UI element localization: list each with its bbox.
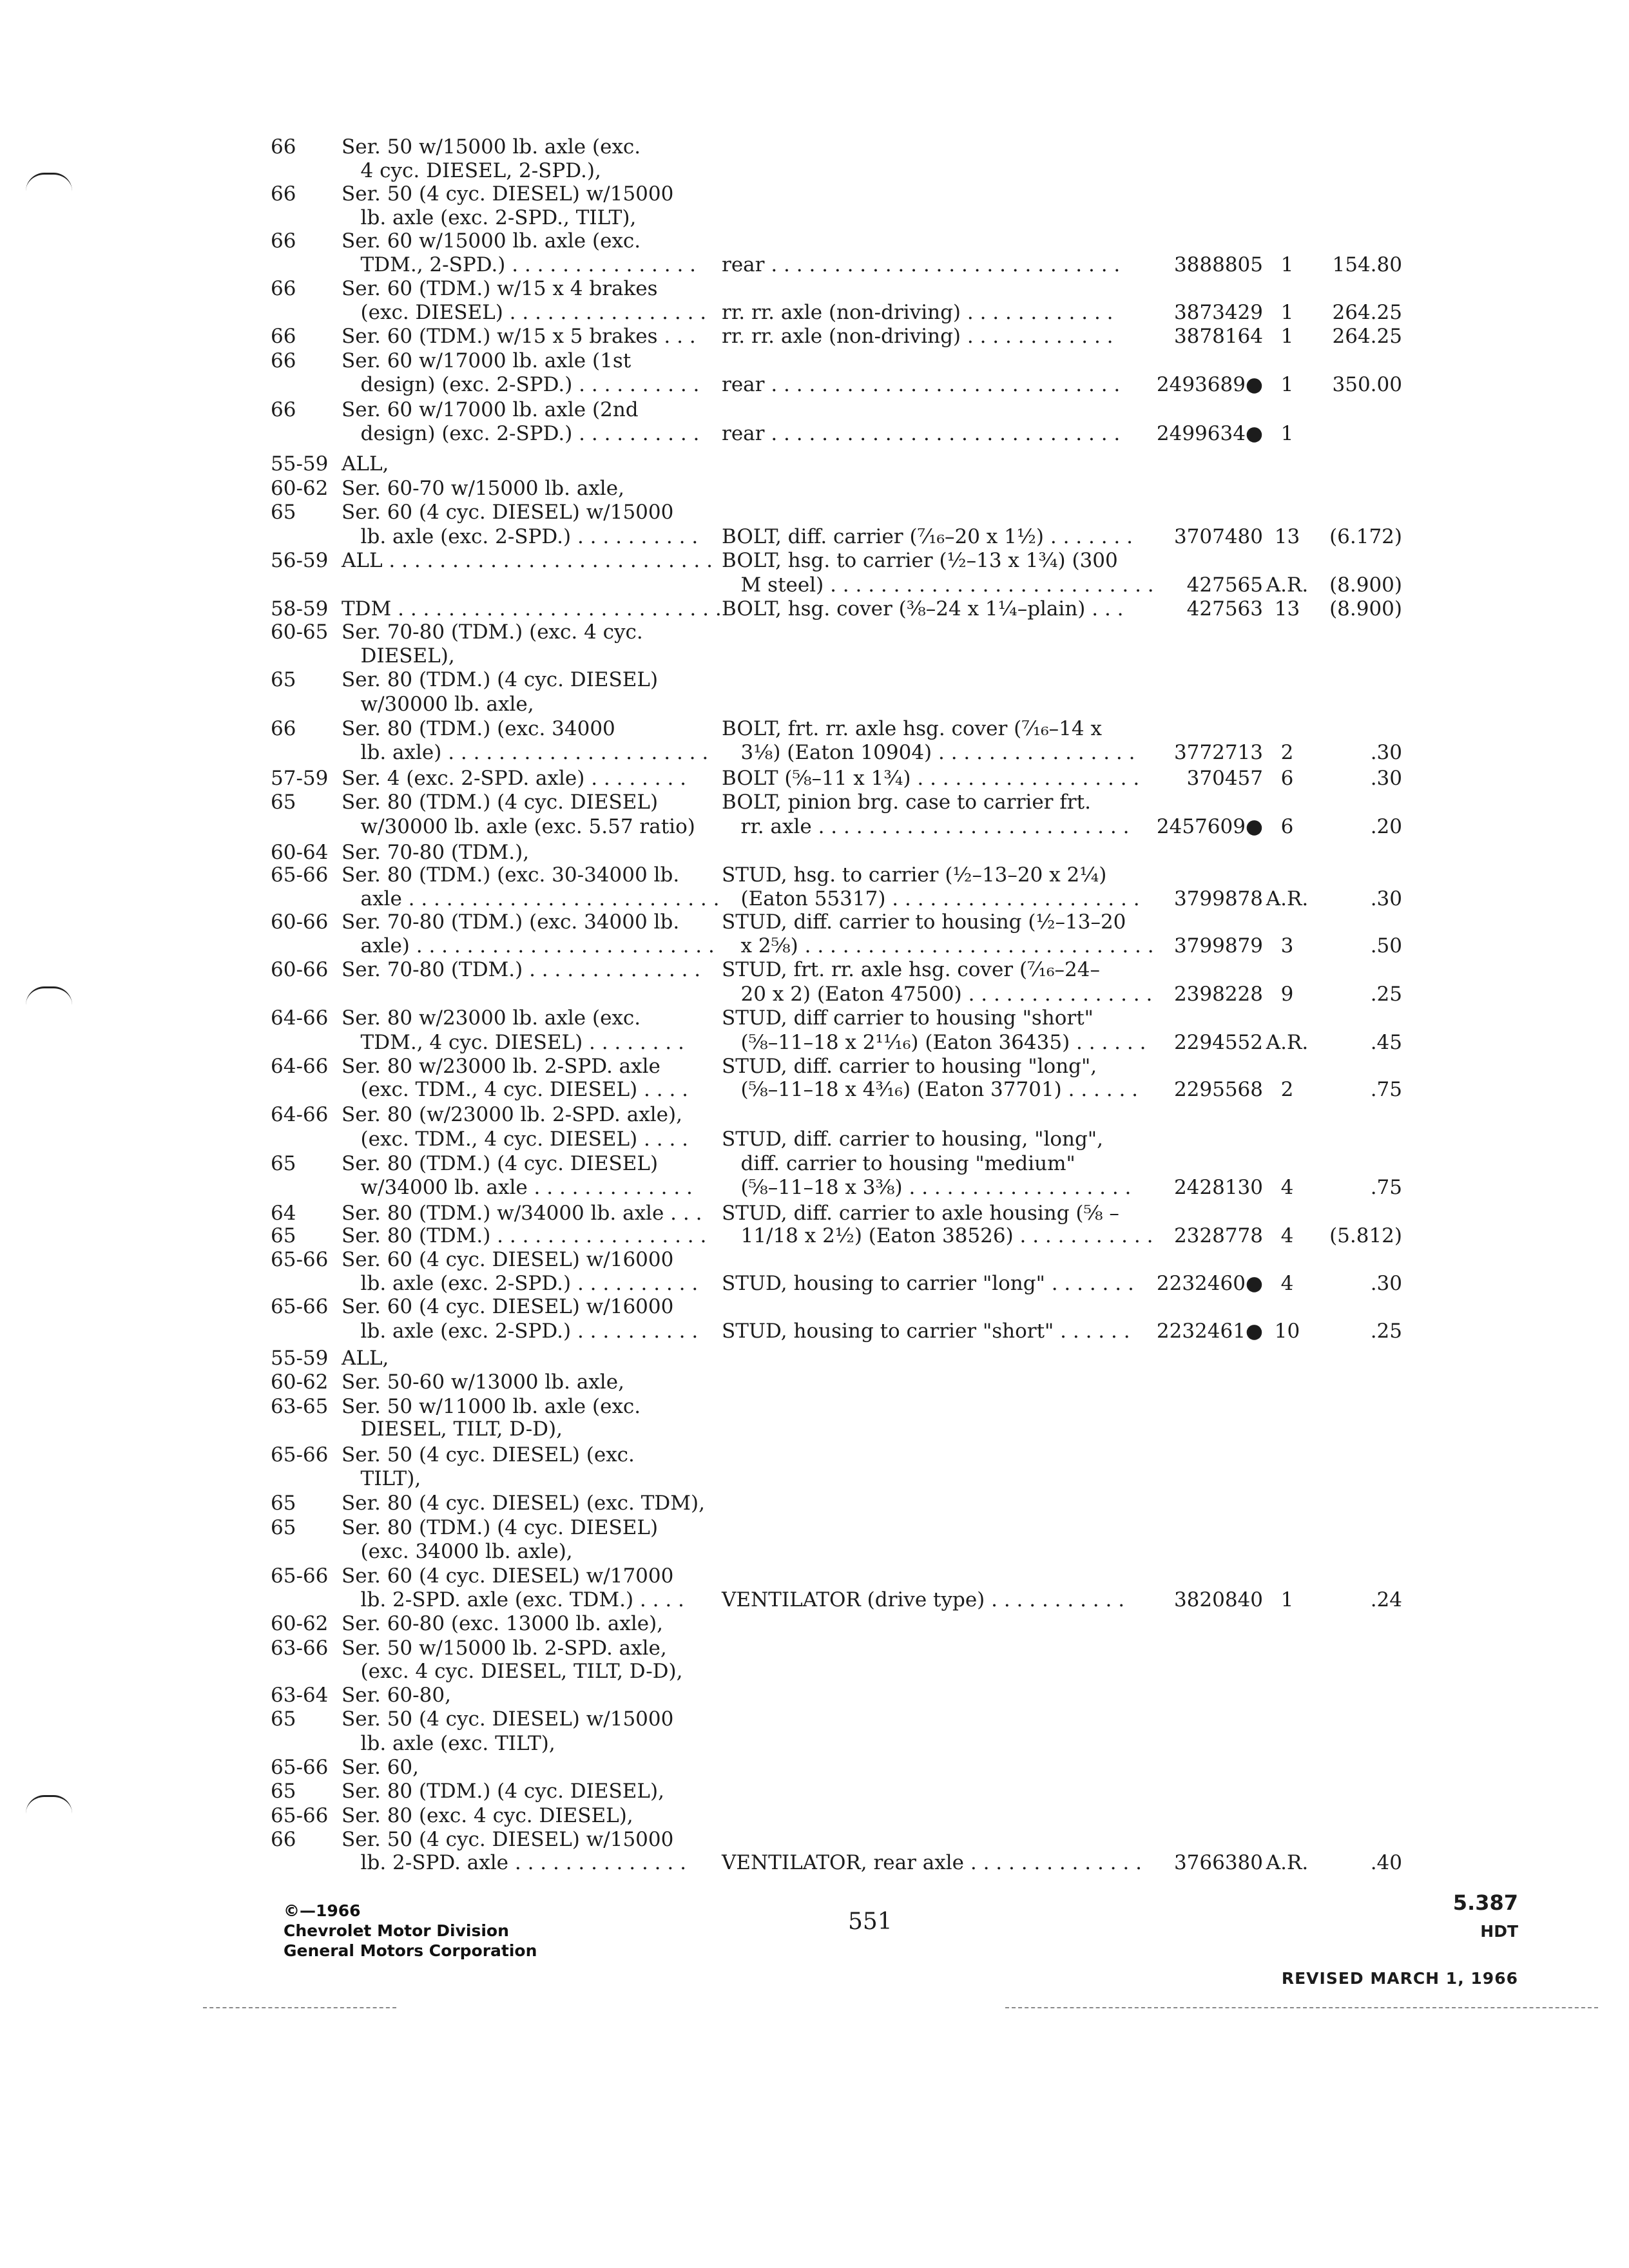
table-row (0, 1128, 1629, 1153)
description-cell: rear . . . . . . . . . . . . . . . . . . . . . . . . . . . . (722, 373, 1121, 396)
model-cell: w/30000 lb. axle (exc. 5.57 ratio) (342, 815, 695, 838)
part-number-cell: 3772713 (1173, 741, 1263, 764)
table-row (0, 620, 1629, 646)
table-row (0, 501, 1629, 526)
table-row (0, 373, 1629, 399)
model-cell: Ser. 70-80 (TDM.) (exc. 4 cyc. (342, 620, 643, 644)
description-cell: STUD, diff. carrier to axle housing (⅝ – (722, 1202, 1119, 1225)
year-cell: 60-62 (271, 1612, 329, 1635)
model-cell: Ser. 50-60 w/13000 lb. axle, (342, 1370, 624, 1394)
year-cell: 66 (271, 325, 296, 348)
model-cell: DIESEL, TILT, D-D), (342, 1418, 563, 1441)
model-cell: lb. axle (exc. 2-SPD.) . . . . . . . . . . (342, 525, 699, 548)
model-cell: w/34000 lb. axle . . . . . . . . . . . . . (342, 1176, 693, 1199)
part-number-cell: 3707480 (1173, 525, 1263, 548)
part-number-cell: 2398228 (1173, 983, 1263, 1006)
model-cell: Ser. 60 (4 cyc. DIESEL) w/15000 (342, 501, 674, 524)
year-cell: 66 (271, 717, 296, 740)
quantity-cell: 4 (1280, 1272, 1294, 1295)
part-number-cell: 2328778 (1173, 1224, 1263, 1247)
table-row (0, 910, 1629, 936)
price-cell: (5.812) (1329, 1224, 1402, 1247)
table-row (0, 1320, 1629, 1345)
year-cell: 65 (271, 1707, 296, 1731)
part-number-cell: 3799879 (1173, 934, 1263, 957)
year-cell: 64-66 (271, 1055, 329, 1078)
description-cell: STUD, diff. carrier to housing (½–13–20 (722, 910, 1126, 934)
year-cell: 64-66 (271, 1006, 329, 1030)
year-cell: 65 (271, 1492, 296, 1515)
model-cell: Ser. 80 (4 cyc. DIESEL) (exc. TDM), (342, 1492, 705, 1515)
price-cell: .24 (1370, 1588, 1402, 1611)
table-row (0, 983, 1629, 1008)
table-row (0, 1152, 1629, 1178)
model-cell: design) (exc. 2-SPD.) . . . . . . . . . . (342, 373, 700, 396)
model-cell: Ser. 60-80, (342, 1684, 451, 1707)
year-cell: 56-59 (271, 549, 329, 572)
year-cell: 66 (271, 182, 296, 206)
model-cell: Ser. 50 w/11000 lb. axle (exc. (342, 1395, 641, 1418)
quantity-cell: 1 (1280, 325, 1294, 348)
description-cell: BOLT, pinion brg. case to carrier frt. (722, 791, 1091, 814)
description-cell: (⅝–11–18 x 2¹¹⁄₁₆) (Eaton 36435) . . . . . . (722, 1031, 1146, 1054)
table-row (0, 349, 1629, 375)
revision-date: REVISED MARCH 1, 1966 (1281, 1969, 1518, 1988)
table-row (0, 1418, 1629, 1443)
model-cell: axle . . . . . . . . . . . . . . . . . . . . . . . . . (342, 887, 720, 910)
quantity-cell: 13 (1274, 525, 1300, 548)
quantity-cell: 4 (1280, 1176, 1294, 1199)
price-cell: .30 (1370, 887, 1402, 910)
price-cell: .75 (1370, 1078, 1402, 1101)
model-cell: Ser. 80 (TDM.) (exc. 30-34000 lb. (342, 863, 680, 887)
copyright: ©—1966 (284, 1901, 361, 1920)
table-row (0, 1804, 1629, 1830)
model-cell: TDM . . . . . . . . . . . . . . . . . . . . . . . . . . (342, 597, 722, 620)
year-cell: 64 (271, 1202, 296, 1225)
table-row (0, 1347, 1629, 1372)
part-number-cell: 2493689● (1156, 373, 1263, 396)
model-cell: Ser. 80 (TDM.) w/34000 lb. axle . . . (342, 1202, 702, 1225)
price-cell: (8.900) (1329, 597, 1402, 620)
price-cell: 350.00 (1332, 373, 1402, 396)
price-cell: .45 (1370, 1031, 1402, 1054)
model-cell: DIESEL), (342, 644, 455, 668)
price-cell: .40 (1370, 1851, 1402, 1874)
year-cell: 57-59 (271, 767, 329, 790)
table-row (0, 1684, 1629, 1709)
model-cell: Ser. 60 (TDM.) w/15 x 4 brakes (342, 277, 658, 300)
model-cell: Ser. 80 (TDM.) (4 cyc. DIESEL) (342, 668, 659, 691)
model-cell: Ser. 60 (TDM.) w/15 x 5 brakes . . . (342, 325, 696, 348)
year-cell: 65 (271, 1780, 296, 1803)
model-cell: ALL, (342, 1347, 389, 1370)
table-row (0, 1006, 1629, 1032)
table-row (0, 668, 1629, 694)
table-row (0, 1395, 1629, 1421)
quantity-cell: 3 (1280, 934, 1294, 957)
quantity-cell: 4 (1280, 1224, 1294, 1247)
table-row (0, 1828, 1629, 1854)
description-cell: rr. rr. axle (non-driving) . . . . . . . . . . . . (722, 325, 1113, 348)
description-cell: BOLT (⅝–11 x 1¾) . . . . . . . . . . . . . . . . . . (722, 767, 1140, 790)
year-cell: 66 (271, 398, 296, 421)
year-cell: 60-62 (271, 1370, 329, 1394)
year-cell: 65 (271, 1224, 296, 1247)
price-cell: .30 (1370, 741, 1402, 764)
model-cell: TDM., 2-SPD.) . . . . . . . . . . . . . . . (342, 253, 697, 276)
table-row (0, 206, 1629, 232)
description-cell: (⅝–11–18 x 3⅜) . . . . . . . . . . . . . . . . . . (722, 1176, 1132, 1199)
model-cell: Ser. 60 w/17000 lb. axle (1st (342, 349, 631, 372)
table-row (0, 1078, 1629, 1104)
table-row (0, 422, 1629, 448)
table-row (0, 1540, 1629, 1566)
section-code: HDT (1480, 1922, 1518, 1941)
model-cell: Ser. 60 w/15000 lb. axle (exc. (342, 229, 641, 253)
table-row (0, 1492, 1629, 1517)
table-row (0, 887, 1629, 913)
table-row (0, 1370, 1629, 1396)
model-cell: Ser. 4 (exc. 2-SPD. axle) . . . . . . . . (342, 767, 687, 790)
year-cell: 60-64 (271, 841, 329, 864)
model-cell: Ser. 80 (TDM.) (exc. 34000 (342, 717, 615, 740)
model-cell: Ser. 80 w/23000 lb. 2-SPD. axle (342, 1055, 660, 1078)
model-cell: lb. 2-SPD. axle . . . . . . . . . . . . . . (342, 1851, 686, 1874)
price-cell: .30 (1370, 1272, 1402, 1295)
year-cell: 66 (271, 229, 296, 253)
table-row (0, 597, 1629, 623)
model-cell: Ser. 60 (4 cyc. DIESEL) w/17000 (342, 1564, 674, 1588)
table-row (0, 1295, 1629, 1321)
price-cell: .20 (1370, 815, 1402, 838)
model-cell: Ser. 50 (4 cyc. DIESEL) w/15000 (342, 1707, 674, 1731)
description-cell: STUD, diff carrier to housing "short" (722, 1006, 1094, 1030)
part-number-cell: 2294552 (1173, 1031, 1263, 1054)
year-cell: 55-59 (271, 452, 329, 476)
table-row (0, 1780, 1629, 1805)
model-cell: lb. axle (exc. 2-SPD.) . . . . . . . . . . (342, 1272, 699, 1295)
divider-line (203, 2007, 396, 2008)
model-cell: Ser. 80 (TDM.) (4 cyc. DIESEL), (342, 1780, 664, 1803)
year-cell: 65 (271, 1152, 296, 1175)
table-row (0, 741, 1629, 767)
table-row (0, 1707, 1629, 1733)
part-number-cell: 2232460● (1156, 1272, 1263, 1295)
model-cell: TILT), (342, 1467, 421, 1490)
model-cell: axle) . . . . . . . . . . . . . . . . . . . . . . . . (342, 934, 715, 957)
publisher-block (284, 1901, 537, 1961)
description-cell: STUD, diff. carrier to housing, "long", (722, 1128, 1103, 1151)
price-cell: (8.900) (1329, 573, 1402, 597)
description-cell: rear . . . . . . . . . . . . . . . . . . . . . . . . . . . . (722, 422, 1121, 445)
model-cell: Ser. 60-70 w/15000 lb. axle, (342, 477, 624, 500)
year-cell: 63-66 (271, 1637, 329, 1660)
year-cell: 65 (271, 501, 296, 524)
divider-line (1005, 2007, 1598, 2008)
model-cell: lb. axle (exc. TILT), (342, 1732, 555, 1755)
description-cell: VENTILATOR (drive type) . . . . . . . . . . . (722, 1588, 1125, 1611)
quantity-cell: A.R. (1266, 573, 1309, 597)
table-row (0, 958, 1629, 984)
table-row (0, 1055, 1629, 1081)
price-cell: .25 (1370, 983, 1402, 1006)
model-cell: Ser. 50 w/15000 lb. axle (exc. (342, 135, 641, 159)
part-number-cell: 2457609● (1156, 815, 1263, 838)
table-row (0, 791, 1629, 816)
model-cell: (exc. 34000 lb. axle), (342, 1540, 573, 1563)
table-row (0, 841, 1629, 867)
price-cell: 264.25 (1332, 301, 1402, 324)
price-cell: .75 (1370, 1176, 1402, 1199)
part-number-cell: 3873429 (1173, 301, 1263, 324)
description-cell: 11/18 x 2½) (Eaton 38526) . . . . . . . . . . . (722, 1224, 1153, 1247)
description-cell: VENTILATOR, rear axle . . . . . . . . . . . . . . (722, 1851, 1142, 1874)
part-number-cell: 2295568 (1173, 1078, 1263, 1101)
page-number: 551 (848, 1908, 892, 1935)
model-cell: Ser. 60, (342, 1756, 419, 1779)
year-cell: 66 (271, 349, 296, 372)
year-cell: 64-66 (271, 1103, 329, 1126)
table-row (0, 135, 1629, 161)
model-cell: Ser. 80 (TDM.) (4 cyc. DIESEL) (342, 1516, 659, 1539)
part-number-cell: 2499634● (1156, 422, 1263, 445)
model-cell: ALL, (342, 452, 389, 476)
table-row (0, 717, 1629, 743)
description-cell: x 2⅝) . . . . . . . . . . . . . . . . . . . . . . . . . . . . (722, 934, 1154, 957)
description-cell: BOLT, diff. carrier (⁷⁄₁₆–20 x 1½) . . . . . . . (722, 525, 1133, 548)
model-cell: Ser. 60 (4 cyc. DIESEL) w/16000 (342, 1295, 674, 1318)
model-cell: lb. axle) . . . . . . . . . . . . . . . . . . . . . (342, 741, 709, 764)
table-row (0, 452, 1629, 478)
description-cell: BOLT, hsg. to carrier (½–13 x 1¾) (300 (722, 549, 1118, 572)
model-cell: TDM., 4 cyc. DIESEL) . . . . . . . . (342, 1031, 684, 1054)
model-cell: Ser. 70-80 (TDM.) . . . . . . . . . . . . . . (342, 958, 701, 981)
table-row (0, 325, 1629, 351)
table-row (0, 1224, 1629, 1250)
year-cell: 63-64 (271, 1684, 329, 1707)
part-number-cell: 2428130 (1173, 1176, 1263, 1199)
table-row (0, 644, 1629, 670)
table-row (0, 934, 1629, 960)
quantity-cell: 1 (1280, 253, 1294, 276)
quantity-cell: 6 (1280, 767, 1294, 790)
table-row (0, 182, 1629, 208)
description-cell: (⅝–11–18 x 4³⁄₁₆) (Eaton 37701) . . . . . . (722, 1078, 1139, 1101)
model-cell: Ser. 50 w/15000 lb. 2-SPD. axle, (342, 1637, 667, 1660)
table-row (0, 398, 1629, 424)
year-cell: 60-65 (271, 620, 329, 644)
table-row (0, 1756, 1629, 1782)
part-number-cell: 3766380 (1173, 1851, 1263, 1874)
quantity-cell: 1 (1280, 422, 1294, 445)
part-number-cell: 3799878 (1173, 887, 1263, 910)
year-cell: 65 (271, 1516, 296, 1539)
quantity-cell: A.R. (1266, 1851, 1309, 1874)
description-cell: STUD, housing to carrier "short" . . . . . . (722, 1320, 1130, 1343)
description-cell: 20 x 2) (Eaton 47500) . . . . . . . . . . . . . . . (722, 983, 1153, 1006)
table-row (0, 1248, 1629, 1274)
quantity-cell: 9 (1280, 983, 1294, 1006)
table-row (0, 301, 1629, 327)
section-number: 5.387 (1452, 1890, 1518, 1915)
table-row (0, 573, 1629, 599)
year-cell: 60-66 (271, 958, 329, 981)
description-cell: STUD, housing to carrier "long" . . . . . . . (722, 1272, 1134, 1295)
model-cell: Ser. 80 (exc. 4 cyc. DIESEL), (342, 1804, 633, 1827)
division-name: Chevrolet Motor Division (284, 1921, 509, 1940)
description-cell: STUD, hsg. to carrier (½–13–20 x 2¼) (722, 863, 1107, 887)
table-row (0, 1176, 1629, 1202)
quantity-cell: A.R. (1266, 1031, 1309, 1054)
model-cell: (exc. TDM., 4 cyc. DIESEL) . . . . (342, 1078, 689, 1101)
table-row (0, 1516, 1629, 1542)
description-cell: 3⅛) (Eaton 10904) . . . . . . . . . . . . . . . . (722, 741, 1135, 764)
model-cell: Ser. 50 (4 cyc. DIESEL) (exc. (342, 1443, 635, 1466)
model-cell: Ser. 80 w/23000 lb. axle (exc. (342, 1006, 641, 1030)
model-cell: (exc. DIESEL) . . . . . . . . . . . . . . . . (342, 301, 707, 324)
model-cell: design) (exc. 2-SPD.) . . . . . . . . . . (342, 422, 700, 445)
year-cell: 58-59 (271, 597, 329, 620)
year-cell: 66 (271, 277, 296, 300)
quantity-cell: 1 (1280, 373, 1294, 396)
year-cell: 65-66 (271, 1295, 329, 1318)
quantity-cell: 6 (1280, 815, 1294, 838)
quantity-cell: 10 (1274, 1320, 1300, 1343)
quantity-cell: 2 (1280, 741, 1294, 764)
model-cell: Ser. 70-80 (TDM.) (exc. 34000 lb. (342, 910, 680, 934)
table-row (0, 277, 1629, 303)
quantity-cell: 1 (1280, 301, 1294, 324)
year-cell: 65-66 (271, 1564, 329, 1588)
model-cell: (exc. TDM., 4 cyc. DIESEL) . . . . (342, 1128, 689, 1151)
table-row (0, 1851, 1629, 1877)
part-number-cell: 2232461● (1156, 1320, 1263, 1343)
table-row (0, 1272, 1629, 1298)
description-cell: M steel) . . . . . . . . . . . . . . . . . . . . . . . . . . (722, 573, 1154, 597)
year-cell: 63-65 (271, 1395, 329, 1418)
part-number-cell: 3820840 (1173, 1588, 1263, 1611)
quantity-cell: 13 (1274, 597, 1300, 620)
table-row (0, 693, 1629, 718)
price-cell: .25 (1370, 1320, 1402, 1343)
table-row (0, 477, 1629, 503)
price-cell: 264.25 (1332, 325, 1402, 348)
year-cell: 65-66 (271, 1804, 329, 1827)
table-row (0, 1443, 1629, 1469)
table-row (0, 1103, 1629, 1129)
table-row (0, 863, 1629, 889)
model-cell: Ser. 80 (TDM.) . . . . . . . . . . . . . . . . . (342, 1224, 707, 1247)
model-cell: Ser. 80 (TDM.) (4 cyc. DIESEL) (342, 791, 659, 814)
quantity-cell: 1 (1280, 1588, 1294, 1611)
model-cell: lb. axle (exc. 2-SPD.) . . . . . . . . . . (342, 1320, 699, 1343)
description-cell: STUD, diff. carrier to housing "long", (722, 1055, 1097, 1078)
year-cell: 60-62 (271, 477, 329, 500)
description-cell: diff. carrier to housing "medium" (722, 1152, 1075, 1175)
part-number-cell: 3878164 (1173, 325, 1263, 348)
model-cell: lb. 2-SPD. axle (exc. TDM.) . . . . (342, 1588, 684, 1611)
table-row (0, 159, 1629, 185)
year-cell: 65-66 (271, 1443, 329, 1466)
description-cell: (Eaton 55317) . . . . . . . . . . . . . . . . . . . . (722, 887, 1140, 910)
model-cell: Ser. 80 (TDM.) (4 cyc. DIESEL) (342, 1152, 659, 1175)
model-cell: (exc. 4 cyc. DIESEL, TILT, D-D), (342, 1660, 683, 1683)
description-cell: BOLT, hsg. cover (⅜–24 x 1¼–plain) . . . (722, 597, 1124, 620)
table-row (0, 1031, 1629, 1057)
year-cell: 65-66 (271, 1756, 329, 1779)
model-cell: w/30000 lb. axle, (342, 693, 534, 716)
year-cell: 60-66 (271, 910, 329, 934)
year-cell: 65 (271, 791, 296, 814)
price-cell: 154.80 (1332, 253, 1402, 276)
year-cell: 65-66 (271, 863, 329, 887)
model-cell: ALL . . . . . . . . . . . . . . . . . . . . . . . . . . (342, 549, 713, 572)
year-cell: 66 (271, 1828, 296, 1851)
year-cell: 55-59 (271, 1347, 329, 1370)
description-cell: rr. rr. axle (non-driving) . . . . . . . . . . . . (722, 301, 1113, 324)
price-cell: .30 (1370, 767, 1402, 790)
price-cell: (6.172) (1329, 525, 1402, 548)
table-row (0, 815, 1629, 841)
table-row (0, 229, 1629, 255)
price-cell: .50 (1370, 934, 1402, 957)
model-cell: 4 cyc. DIESEL, 2-SPD.), (342, 159, 601, 182)
description-cell: BOLT, frt. rr. axle hsg. cover (⁷⁄₁₆–14 x (722, 717, 1102, 740)
model-cell: Ser. 50 (4 cyc. DIESEL) w/15000 (342, 1828, 674, 1851)
description-cell: STUD, frt. rr. axle hsg. cover (⁷⁄₁₆–24– (722, 958, 1100, 981)
table-row (0, 1732, 1629, 1758)
table-row (0, 1564, 1629, 1590)
model-cell: Ser. 60 w/17000 lb. axle (2nd (342, 398, 639, 421)
table-row (0, 549, 1629, 575)
model-cell: Ser. 70-80 (TDM.), (342, 841, 530, 864)
corporation-name: General Motors Corporation (284, 1941, 537, 1960)
year-cell: 66 (271, 135, 296, 159)
model-cell: Ser. 60 (4 cyc. DIESEL) w/16000 (342, 1248, 674, 1271)
part-number-cell: 427563 (1186, 597, 1263, 620)
table-row (0, 525, 1629, 551)
table-row (0, 1588, 1629, 1614)
part-number-cell: 3888805 (1173, 253, 1263, 276)
table-row (0, 767, 1629, 793)
model-cell: Ser. 80 (w/23000 lb. 2-SPD. axle), (342, 1103, 682, 1126)
model-cell: Ser. 60-80 (exc. 13000 lb. axle), (342, 1612, 664, 1635)
table-row (0, 1202, 1629, 1227)
model-cell: Ser. 50 (4 cyc. DIESEL) w/15000 (342, 182, 674, 206)
description-cell: rr. axle . . . . . . . . . . . . . . . . . . . . . . . . . (722, 815, 1130, 838)
table-row (0, 253, 1629, 279)
quantity-cell: A.R. (1266, 887, 1309, 910)
quantity-cell: 2 (1280, 1078, 1294, 1101)
model-cell: lb. axle (exc. 2-SPD., TILT), (342, 206, 637, 229)
year-cell: 65-66 (271, 1248, 329, 1271)
table-row (0, 1637, 1629, 1662)
description-cell: rear . . . . . . . . . . . . . . . . . . . . . . . . . . . . (722, 253, 1121, 276)
part-number-cell: 370457 (1186, 767, 1263, 790)
table-row (0, 1467, 1629, 1493)
year-cell: 65 (271, 668, 296, 691)
table-row (0, 1660, 1629, 1686)
part-number-cell: 427565 (1186, 573, 1263, 597)
table-row (0, 1612, 1629, 1638)
